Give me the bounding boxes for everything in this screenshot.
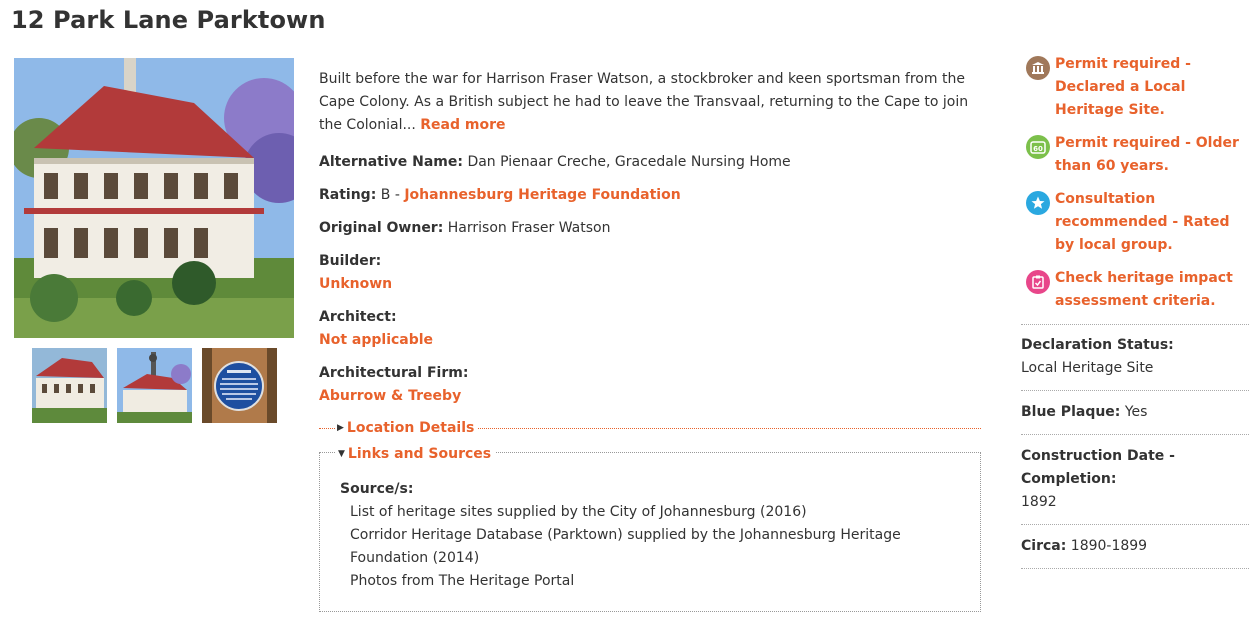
architectural-firm-link[interactable]: Aburrow & Treeby: [319, 388, 462, 404]
architect-label: Architect:: [319, 309, 397, 325]
location-details-label: Location Details: [346, 420, 475, 436]
notice-text: Consultation recommended - Rated by local group.: [1055, 191, 1230, 253]
rating-label: Rating:: [319, 187, 377, 203]
alternative-name-field: [319, 151, 791, 174]
location-details-toggle[interactable]: [335, 418, 478, 439]
house-photo-image: [14, 58, 294, 338]
thumbnail-1[interactable]: [32, 348, 107, 423]
triangle-right-icon: ▶: [337, 423, 344, 433]
main-photo[interactable]: [14, 58, 294, 338]
rating-field: [319, 184, 681, 207]
source-item: Photos from The Heritage Portal: [350, 573, 575, 589]
source-item: List of heritage sites supplied by the City of Johannesburg (2016): [350, 504, 807, 520]
declaration-status-value: Local Heritage Site: [1021, 360, 1154, 376]
building-icon: [1026, 56, 1050, 80]
architect-link[interactable]: Not applicable: [319, 332, 434, 348]
links-sources-label: Links and Sources: [347, 446, 492, 462]
clipboard-icon: [1026, 270, 1050, 294]
sixty-years-icon: [1026, 135, 1050, 159]
description: [319, 68, 969, 137]
read-more-link[interactable]: Read more: [420, 117, 506, 133]
circa-label: Circa:: [1021, 538, 1067, 554]
notice-text: Permit required - Declared a Local Heritage Site.: [1055, 56, 1191, 118]
builder-label: Builder:: [319, 253, 382, 269]
blue-plaque-field: [1021, 401, 1249, 424]
original-owner-value: Harrison Fraser Watson: [447, 220, 611, 236]
source-item: Corridor Heritage Database (Parktown) supplied by the Johannesburg Heritage Foundation (2014): [350, 527, 901, 566]
declaration-status-label: Declaration Status:: [1021, 337, 1174, 353]
links-sources-toggle[interactable]: [336, 444, 495, 465]
builder-field: [319, 250, 392, 296]
alternative-name-value: Dan Pienaar Creche, Gracedale Nursing Home: [467, 154, 791, 170]
star-icon: [1026, 191, 1050, 215]
rating-value: B -: [380, 187, 405, 203]
thumbnail-image: [117, 348, 192, 423]
construction-date-label: Construction Date - Completion:: [1021, 448, 1175, 487]
architectural-firm-label: Architectural Firm:: [319, 365, 469, 381]
blue-plaque-value: Yes: [1124, 404, 1148, 420]
circa-field: [1021, 535, 1249, 558]
location-details-section: [319, 418, 981, 440]
divider: [1021, 434, 1249, 435]
thumbnail-image: [202, 348, 277, 423]
notice-text: Permit required - Older than 60 years.: [1055, 135, 1239, 174]
notice-text: Check heritage impact assessment criteria.: [1055, 270, 1233, 309]
thumbnail-2[interactable]: [117, 348, 192, 423]
circa-value: 1890-1899: [1070, 538, 1148, 554]
alternative-name-label: Alternative Name:: [319, 154, 463, 170]
construction-date-value: 1892: [1021, 494, 1057, 510]
divider: [1021, 524, 1249, 525]
links-sources-section: [319, 446, 981, 612]
svg-text:60: 60: [1033, 145, 1043, 153]
divider: [1021, 390, 1249, 391]
sources-list: [350, 501, 950, 593]
thumbnail-3[interactable]: [202, 348, 277, 423]
thumbnail-image: [32, 348, 107, 423]
original-owner-label: Original Owner:: [319, 220, 444, 236]
triangle-down-icon: ▼: [338, 449, 345, 459]
divider: [1021, 324, 1249, 325]
page-title: 12 Park Lane Parktown: [11, 6, 326, 34]
builder-link[interactable]: Unknown: [319, 276, 393, 292]
original-owner-field: [319, 217, 610, 240]
blue-plaque-label: Blue Plaque:: [1021, 404, 1121, 420]
sources-label: Source/s:: [340, 481, 414, 497]
construction-date-field: [1021, 445, 1191, 514]
architect-field: [319, 306, 433, 352]
description-text: Built before the war for Harrison Fraser Watson, a stockbroker and keen sportsman from the Cape Colony. As a British subject he had to leave the Transvaal, returning to the Cape to join the Colonial...: [319, 71, 969, 133]
divider: [1021, 568, 1249, 569]
declaration-status-field: [1021, 334, 1249, 380]
rating-group-link[interactable]: Johannesburg Heritage Foundation: [404, 187, 681, 203]
architectural-firm-field: [319, 362, 468, 408]
property-details: [319, 68, 981, 589]
